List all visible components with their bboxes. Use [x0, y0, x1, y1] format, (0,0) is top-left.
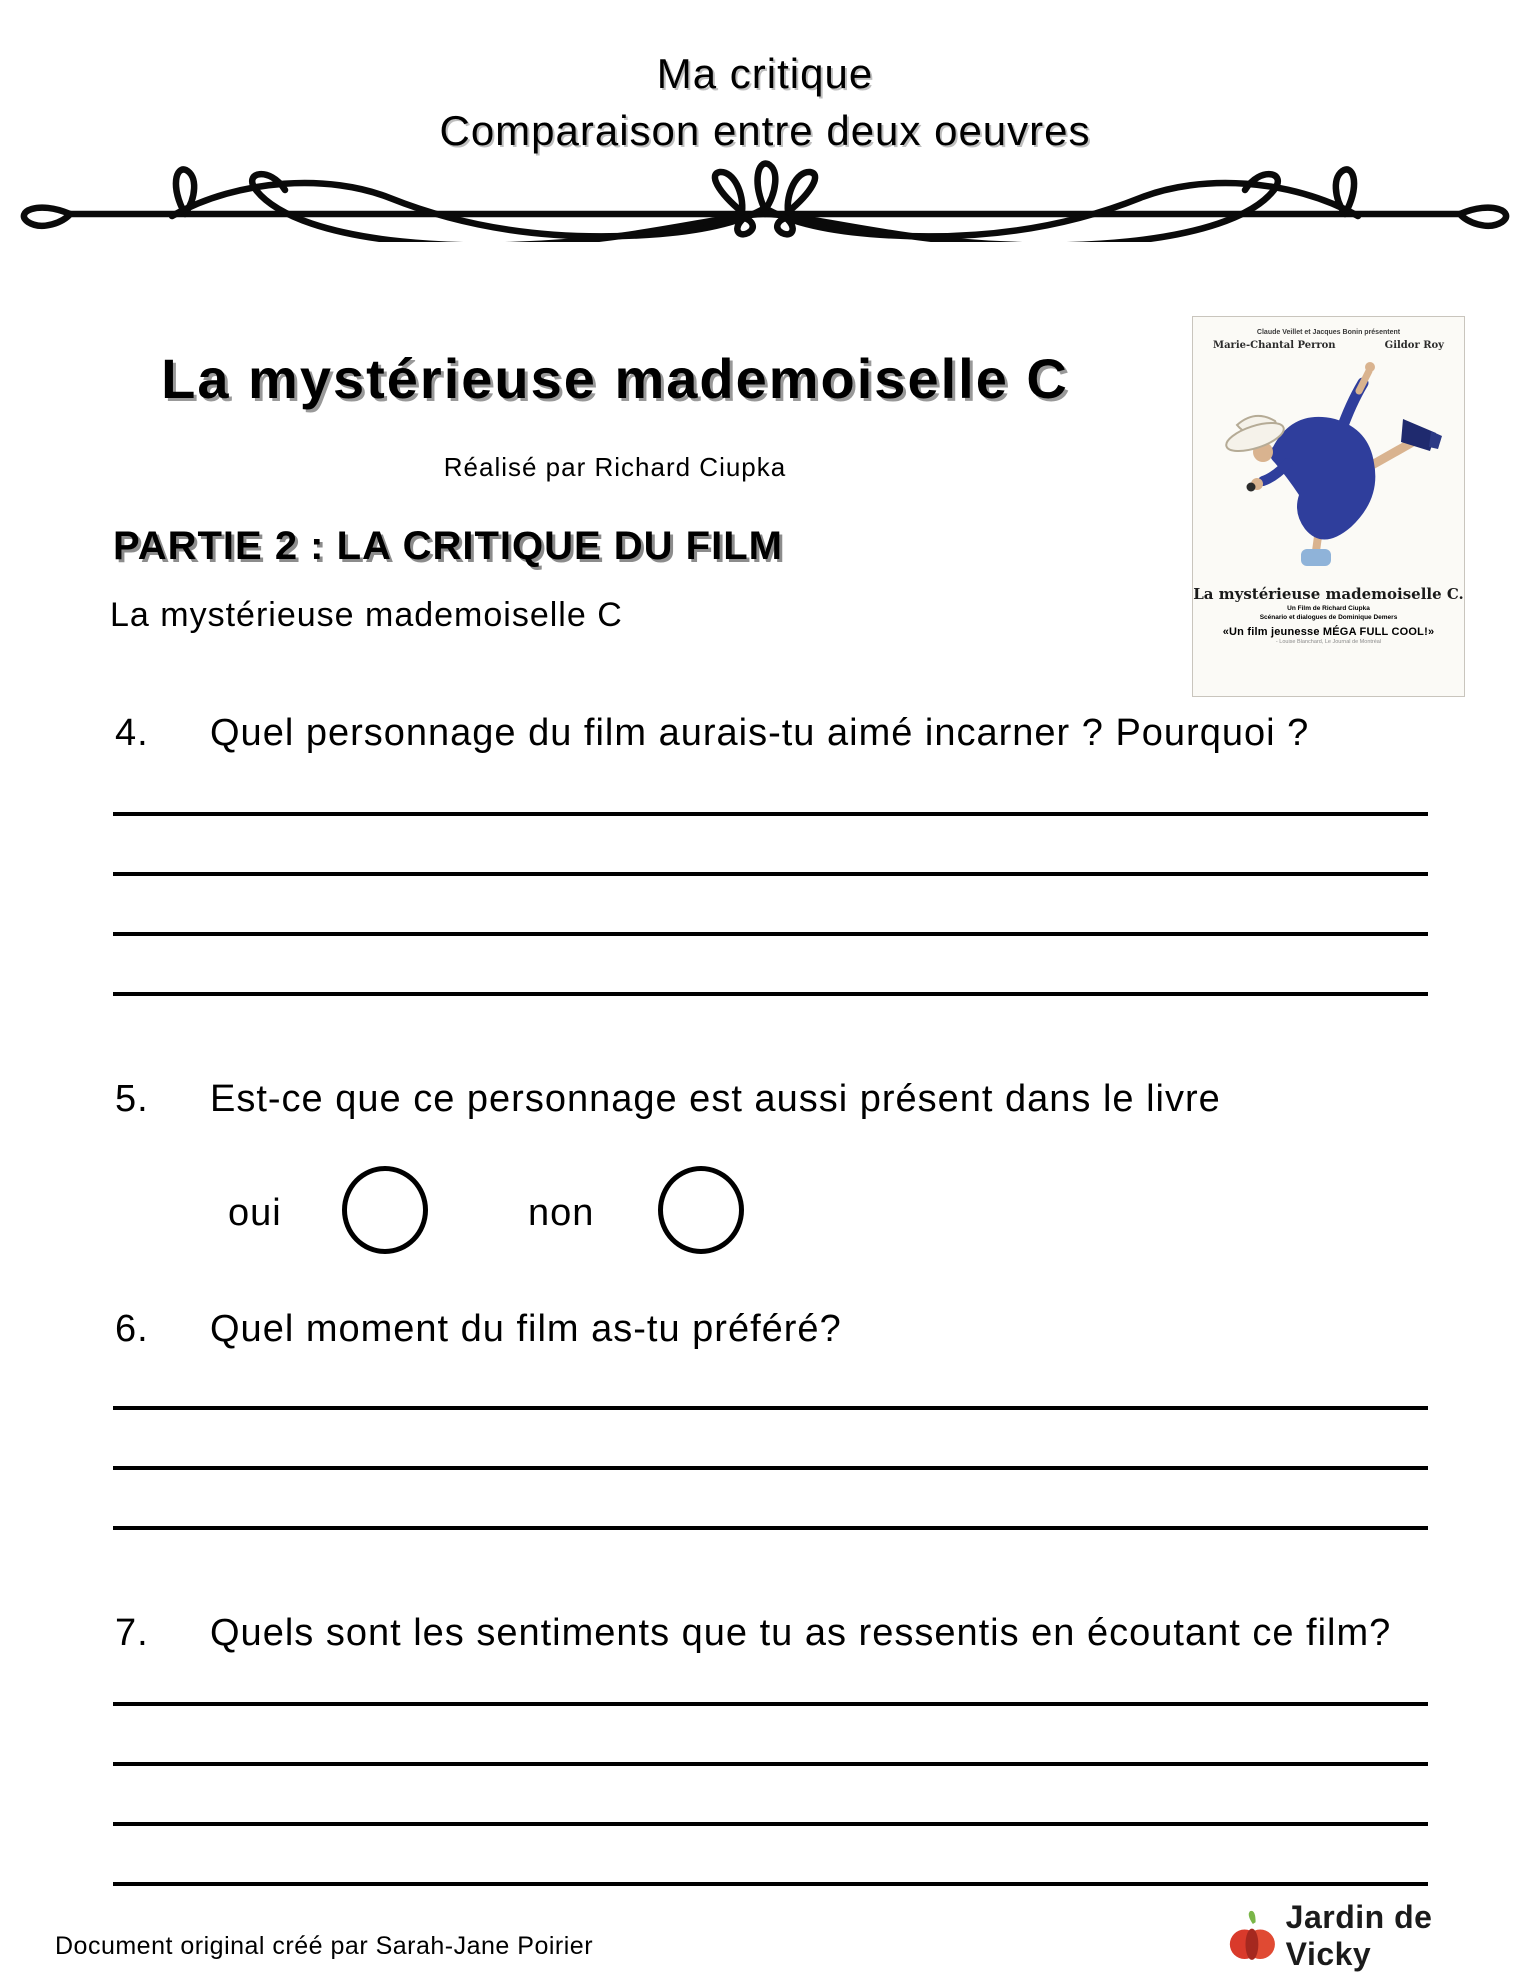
film-title: La mystérieuse mademoiselle C: [161, 347, 1069, 410]
answer-line[interactable]: [113, 1882, 1428, 1886]
non-choice-circle[interactable]: [658, 1166, 744, 1254]
question-4-text: Quel personnage du film aurais-tu aimé incarner ? Pourquoi ?: [210, 712, 1310, 754]
movie-poster: [1192, 316, 1465, 697]
question-5-number: 5.: [115, 1078, 149, 1120]
poster-title: La mystérieuse mademoiselle C.: [1193, 585, 1464, 603]
answer-line[interactable]: [113, 1822, 1428, 1826]
choice-label-non: non: [528, 1192, 595, 1234]
poster-actor-left: Marie-Chantal Perron: [1213, 340, 1336, 351]
choice-label-oui: oui: [228, 1192, 282, 1234]
poster-actor-right: Gildor Roy: [1384, 340, 1444, 351]
brand-logo: [1228, 1899, 1508, 1972]
answer-line[interactable]: [113, 872, 1428, 876]
apple-icon: [1228, 1907, 1278, 1965]
oui-choice-circle[interactable]: [342, 1166, 428, 1254]
section-heading: PARTIE 2 : LA CRITIQUE DU FILM: [113, 524, 783, 568]
question-7-number: 7.: [115, 1612, 149, 1654]
answer-line[interactable]: [113, 1406, 1428, 1410]
answer-line[interactable]: [113, 1762, 1428, 1766]
poster-credit-line-1: Un Film de Richard Ciupka: [1287, 605, 1370, 612]
question-4: [115, 712, 1309, 755]
section-subheading: La mystérieuse mademoiselle C: [110, 596, 623, 634]
flourish-divider: [0, 158, 1530, 242]
answer-line[interactable]: [113, 812, 1428, 816]
poster-presenter-line: Claude Veillet et Jacques Bonin présentent: [1256, 329, 1401, 336]
answer-line[interactable]: [113, 992, 1428, 996]
brand-name: Jardin de Vicky: [1285, 1899, 1433, 1972]
answer-line[interactable]: [113, 1702, 1428, 1706]
question-6-number: 6.: [115, 1308, 149, 1350]
question-6-text: Quel moment du film as-tu préféré?: [210, 1308, 842, 1350]
question-5: [115, 1078, 1221, 1121]
question-7: [115, 1612, 1391, 1655]
poster-tagline: «Un film jeunesse MÉGA FULL COOL!»: [1222, 626, 1435, 638]
poster-credit-line-2: Scénario et dialogues de Dominique Demers: [1259, 614, 1398, 621]
question-6: [115, 1308, 842, 1351]
question-4-answer-lines: [113, 812, 1430, 1052]
page-subtitle: Comparaison entre deux oeuvres: [439, 107, 1091, 154]
poster-figure-illustration: [1193, 351, 1464, 589]
footer-credit: Document original créé par Sarah-Jane Poirier: [55, 1932, 594, 1960]
question-4-number: 4.: [115, 712, 149, 754]
page-title: Ma critique: [656, 50, 874, 97]
poster-tagline-credit: - Louise Blanchard, Le Journal de Montréal: [1275, 639, 1382, 645]
film-director-line: Réalisé par Richard Ciupka: [443, 452, 787, 482]
question-6-answer-lines: [113, 1406, 1430, 1586]
question-7-text: Quels sont les sentiments que tu as ressentis en écoutant ce film?: [210, 1612, 1392, 1654]
question-5-text: Est-ce que ce personnage est aussi présent dans le livre: [210, 1078, 1221, 1120]
answer-line[interactable]: [113, 932, 1428, 936]
answer-line[interactable]: [113, 1526, 1428, 1530]
answer-line[interactable]: [113, 1466, 1428, 1470]
